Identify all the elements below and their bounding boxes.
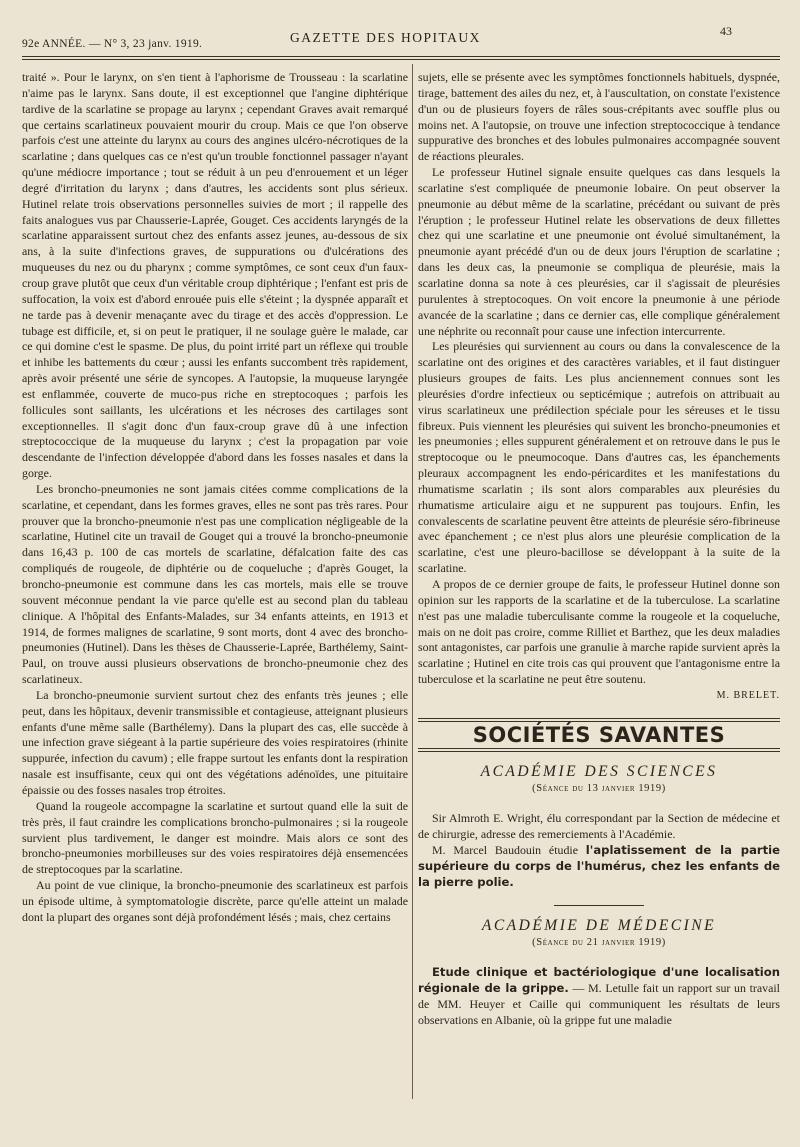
right-column [418, 70, 780, 1029]
academy-sciences-paragraph-2 [418, 843, 780, 891]
paragraph-title: l'aplatissement de la partie supérieure du corps de l'humérus, chez les enfants de la pierre polie. [418, 842, 780, 889]
journal-title: GAZETTE DES HOPITAUX [290, 30, 481, 45]
paragraph-lead: M. Marcel Baudouin étudie [432, 842, 586, 857]
right-paragraph-1: sujets, elle se présente avec les symptômes fonctionnels habituels, dyspnée, tirage, battement des ailes du nez, et, à l'auscultation, on constate l'existence d'un ou de plusieurs foyers de râles sous-crépitants avec souffle plus ou moins net. A l'autopsie, on trouve une infection streptococcique à tendance suppurative des bronches et des lobules pulmonaires accompagnée souvent de réactions pleurales. [418, 70, 780, 164]
author-signature: M. BRELET. [716, 689, 780, 701]
academy-divider [554, 905, 644, 906]
section-rule-bottom [418, 748, 780, 752]
column-divider [412, 64, 413, 1099]
left-paragraph-4: Quand la rougeole accompagne la scarlatine et surtout quand elle la suit de très près, il faut craindre les complications broncho-pulmonaires ; si la rougeole survient plus tardivement, le danger est moindre. Mais alors ce sont des broncho-pneumonies morbilleuses sur des voies respiratoires déjà ensemencées de streptocoques par la scarlatine. [22, 798, 408, 877]
academy-sciences-heading: ACADÉMIE DES SCIENCES [480, 762, 718, 780]
header-rule-top [22, 56, 780, 57]
left-column [22, 70, 408, 926]
left-paragraph-2: Les broncho-pneumonies ne sont jamais citées comme complications de la scarlatine, et cependant, dans les formes graves, elles ne sont pas très rares. Pour prouver que la broncho-pneumonie n'est pas une complication négligeable de la scarlatine, Hutinel cite un travail de Gouget qui a trouvé la broncho-pneumonie dans 16,43 p. 100 de cas mortels de scarlatine, défalcation faite des cas compliqués de rougeole, de diphtérie ou de coqueluche ; d'après Gouget, la broncho-pneumonie est commune dans les cas mortels, mais elle se trouve souvent méconnue pendant la vie parce qu'elle est au second plan du tableau clinique. A l'hôpital des Enfants-Malades, sur 34 enfants atteints, en 1913 et 1914, de formes malignes de scarlatine, 9 sont morts, dont 4 avec des broncho-pneumonies (Hutinel). Dans les thèses de Chausserie-Laprée, Barthélemy, Saint-Paul, on trouve aussi plusieurs observations de broncho-pneumonie chez des scarlatineux. [22, 481, 408, 687]
page-number: 43 [720, 24, 732, 38]
section-rule-top [418, 718, 780, 722]
seance-date-2: (Séance du 21 janvier 1919) [532, 937, 666, 949]
academy-sciences-paragraph-1: Sir Almroth E. Wright, élu correspondant par la Section de médecine et de chirurgie, adresse des remerciements à l'Académie. [418, 811, 780, 842]
left-paragraph-3: La broncho-pneumonie survient surtout chez des enfants très jeunes ; elle peut, dans les hôpitaux, devenir transmissible et contagieuse, atteignant plusieurs enfants d'une même salle (Barthélemy). Dans la plupart des cas, elle succède à une infection grave siégeant à la partie supérieure des voies respiratoires (rhinite suppurée, infection du cavum) ; elle frappe surtout les enfants dont la respiration nasale est insuffisante, ceux qui ont des végétations adénoïdes, une pituitaire épaissie ou des fosses nasales trop étroites. [22, 687, 408, 797]
issue-info: 92e ANNÉE. — N° 3, 23 janv. 1919. [22, 38, 203, 50]
paragraph-title: Etude clinique et bactériologique d'une localisation régionale de la grippe. [418, 965, 780, 996]
academy-medecine-paragraph-1 [418, 965, 780, 1028]
seance-date-1: (Séance du 13 janvier 1919) [532, 783, 666, 795]
section-title: SOCIÉTÉS SAVANTES [472, 722, 726, 747]
left-paragraph-1: traité ». Pour le larynx, on s'en tient à l'aphorisme de Trousseau : la scarlatine n'aime pas le larynx. Sans doute, il est exceptionnel que l'angine diphtérique tardive de la scarlatine se propage au larynx ; cependant Graves avait remarqué que certains scarlatineux pouvaient mourir du croup. Mais ce que l'on observe parfois c'est une atteinte du larynx au cours des angines ulcéro-nécrotiques de la scarlatine ; dans quelques cas ce n'est qu'un trouble fonctionnel passager n'ayant qu'une médiocre importance ; tout se réduit à un peu d'enrouement et un léger degré d'irritation du larynx ; dans d'autres, les accidents sont plus sérieux. Hutinel relate trois observations personnelles suivies de mort ; il rappelle des faits analogues vus par Chausserie-Laprée, Gouget. Ces accidents laryngés de la scarlatine apparaissent surtout chez des enfants assez jeunes, au-dessous de six ans, à la suite d'infections graves, de suppurations ou d'ulcérations des muqueuses du nez ou du pharynx ; comme symptômes, ce sont ceux d'un faux-croup grave plutôt que ceux d'un véritable croup diphtérique ; l'enfant est pris de suffocation, la voix est d'abord enrouée puis elle s'éteint ; la dyspnée apparaît et ne tarde pas à devenir menaçante avec du tirage et des accès d'oppression. Le tubage est difficile, et, si on peut le pratiquer, il ne soulage guère le malade, car ce qui domine c'est le spasme. De plus, du point irrité part un réflexe qui trouble et inhibe les battements du cœur ; aussi les enfants succombent très rapidement, après avoir présenté une série de syncopes. A l'autopsie, la muqueuse laryngée est enflammée, couverte de muco-pus riche en streptocoques ; parfois les follicules sont saillants, les ulcérations et les nécroses des cartilages sont exceptionnelles. Il s'agit donc d'un faux-croup grave dû à une infection streptococcique de la muqueuse du larynx ; c'est la propagation par voie descendante de l'infection développée d'abord dans les fosses nasales et dans la gorge. [22, 70, 408, 481]
right-paragraph-3: Les pleurésies qui surviennent au cours ou dans la convalescence de la scarlatine ont des origines et des caractères variables, et il faut distinguer plusieurs groupes de faits. Les plus anciennement connues sont les pleurésies d'ordre infectieux ou septicémique ; autrefois on attribuait au virus scarlatineux une prédilection spéciale pour les séreuses et le tissu fibreux. Puis viennent les pleurésies qui suivent les broncho-pneumonies et les pneumonies ; elles suppurent généralement et on retrouve dans le pus le streptocoque ou le pneumocoque. Dans d'autres cas, les épanchements pleuraux accompagnent les endo-péricardites et les manifestations du rhumatisme scarlatin ; ils sont alors comparables aux pleurésies du rhumatisme articulaire aigu et ne suppurent pas toujours. Enfin, les convalescents de scarlatine peuvent être atteints de pleurésie séro-fibrineuse avec épanchement ; ce n'est plus alors une pleurésie complication de la scarlatine, c'est une pleuro-bacillose se développant à la suite de la scarlatine. [418, 339, 780, 576]
academy-medecine-heading: ACADÉMIE DE MÉDECINE [481, 916, 717, 934]
left-paragraph-5: Au point de vue clinique, la broncho-pneumonie des scarlatineux est parfois un épisode ultime, à symptomatologie discrète, parce qu'elle atteint un malade dont la plupart des organes sont déjà profondément lésés ; mais, chez certains [22, 878, 408, 924]
paragraph-rest: — M. Letulle fait un rapport sur un travail de MM. Heuyer et Caille qui communiquent les résultats de leurs observations en Albanie, où la grippe fut une maladie [418, 981, 780, 1027]
right-paragraph-4: A propos de ce dernier groupe de faits, le professeur Hutinel donne son opinion sur les rapports de la scarlatine et de la tuberculose. La scarlatine n'est pas une maladie tuberculisante comme la rougeole et la coqueluche, mais on ne doit pas croire, comme Rilliet et Barthez, que les deux maladies sont antagonistes, car parfois une granulie à marche rapide survient après la scarlatine ; Hutinel en cite trois cas qui prouvent que l'antagonisme entre la tuberculose et la scarlatine ne peut être soutenu. [418, 577, 780, 687]
header-rule-bottom [22, 59, 780, 60]
right-paragraph-2: Le professeur Hutinel signale ensuite quelques cas dans lesquels la scarlatine s'est compliquée de pneumonie lobaire. On peut observer la pneumonie au début même de la scarlatine, précédant ou suivant de près l'éruption ; le professeur Hutinel relate les observations de deux fillettes chez qui une scarlatine et une pneumonie ont évolué simultanément, la pneumonie ayant précédé d'un ou de deux jours l'éruption de scarlatine ; dans les deux cas, la pneumonie se compliqua de pleurésie, mais la scarlatine donna sa note à ces pleurésies, car il s'agissait de pleurésies purulentes à streptocoques. On voit encore la pneumonie à une période avancée de la scarlatine ; dans ce dernier cas, elle complique généralement une néphrite ou reconnaît pour cause une infection intercurrente. [418, 165, 780, 338]
